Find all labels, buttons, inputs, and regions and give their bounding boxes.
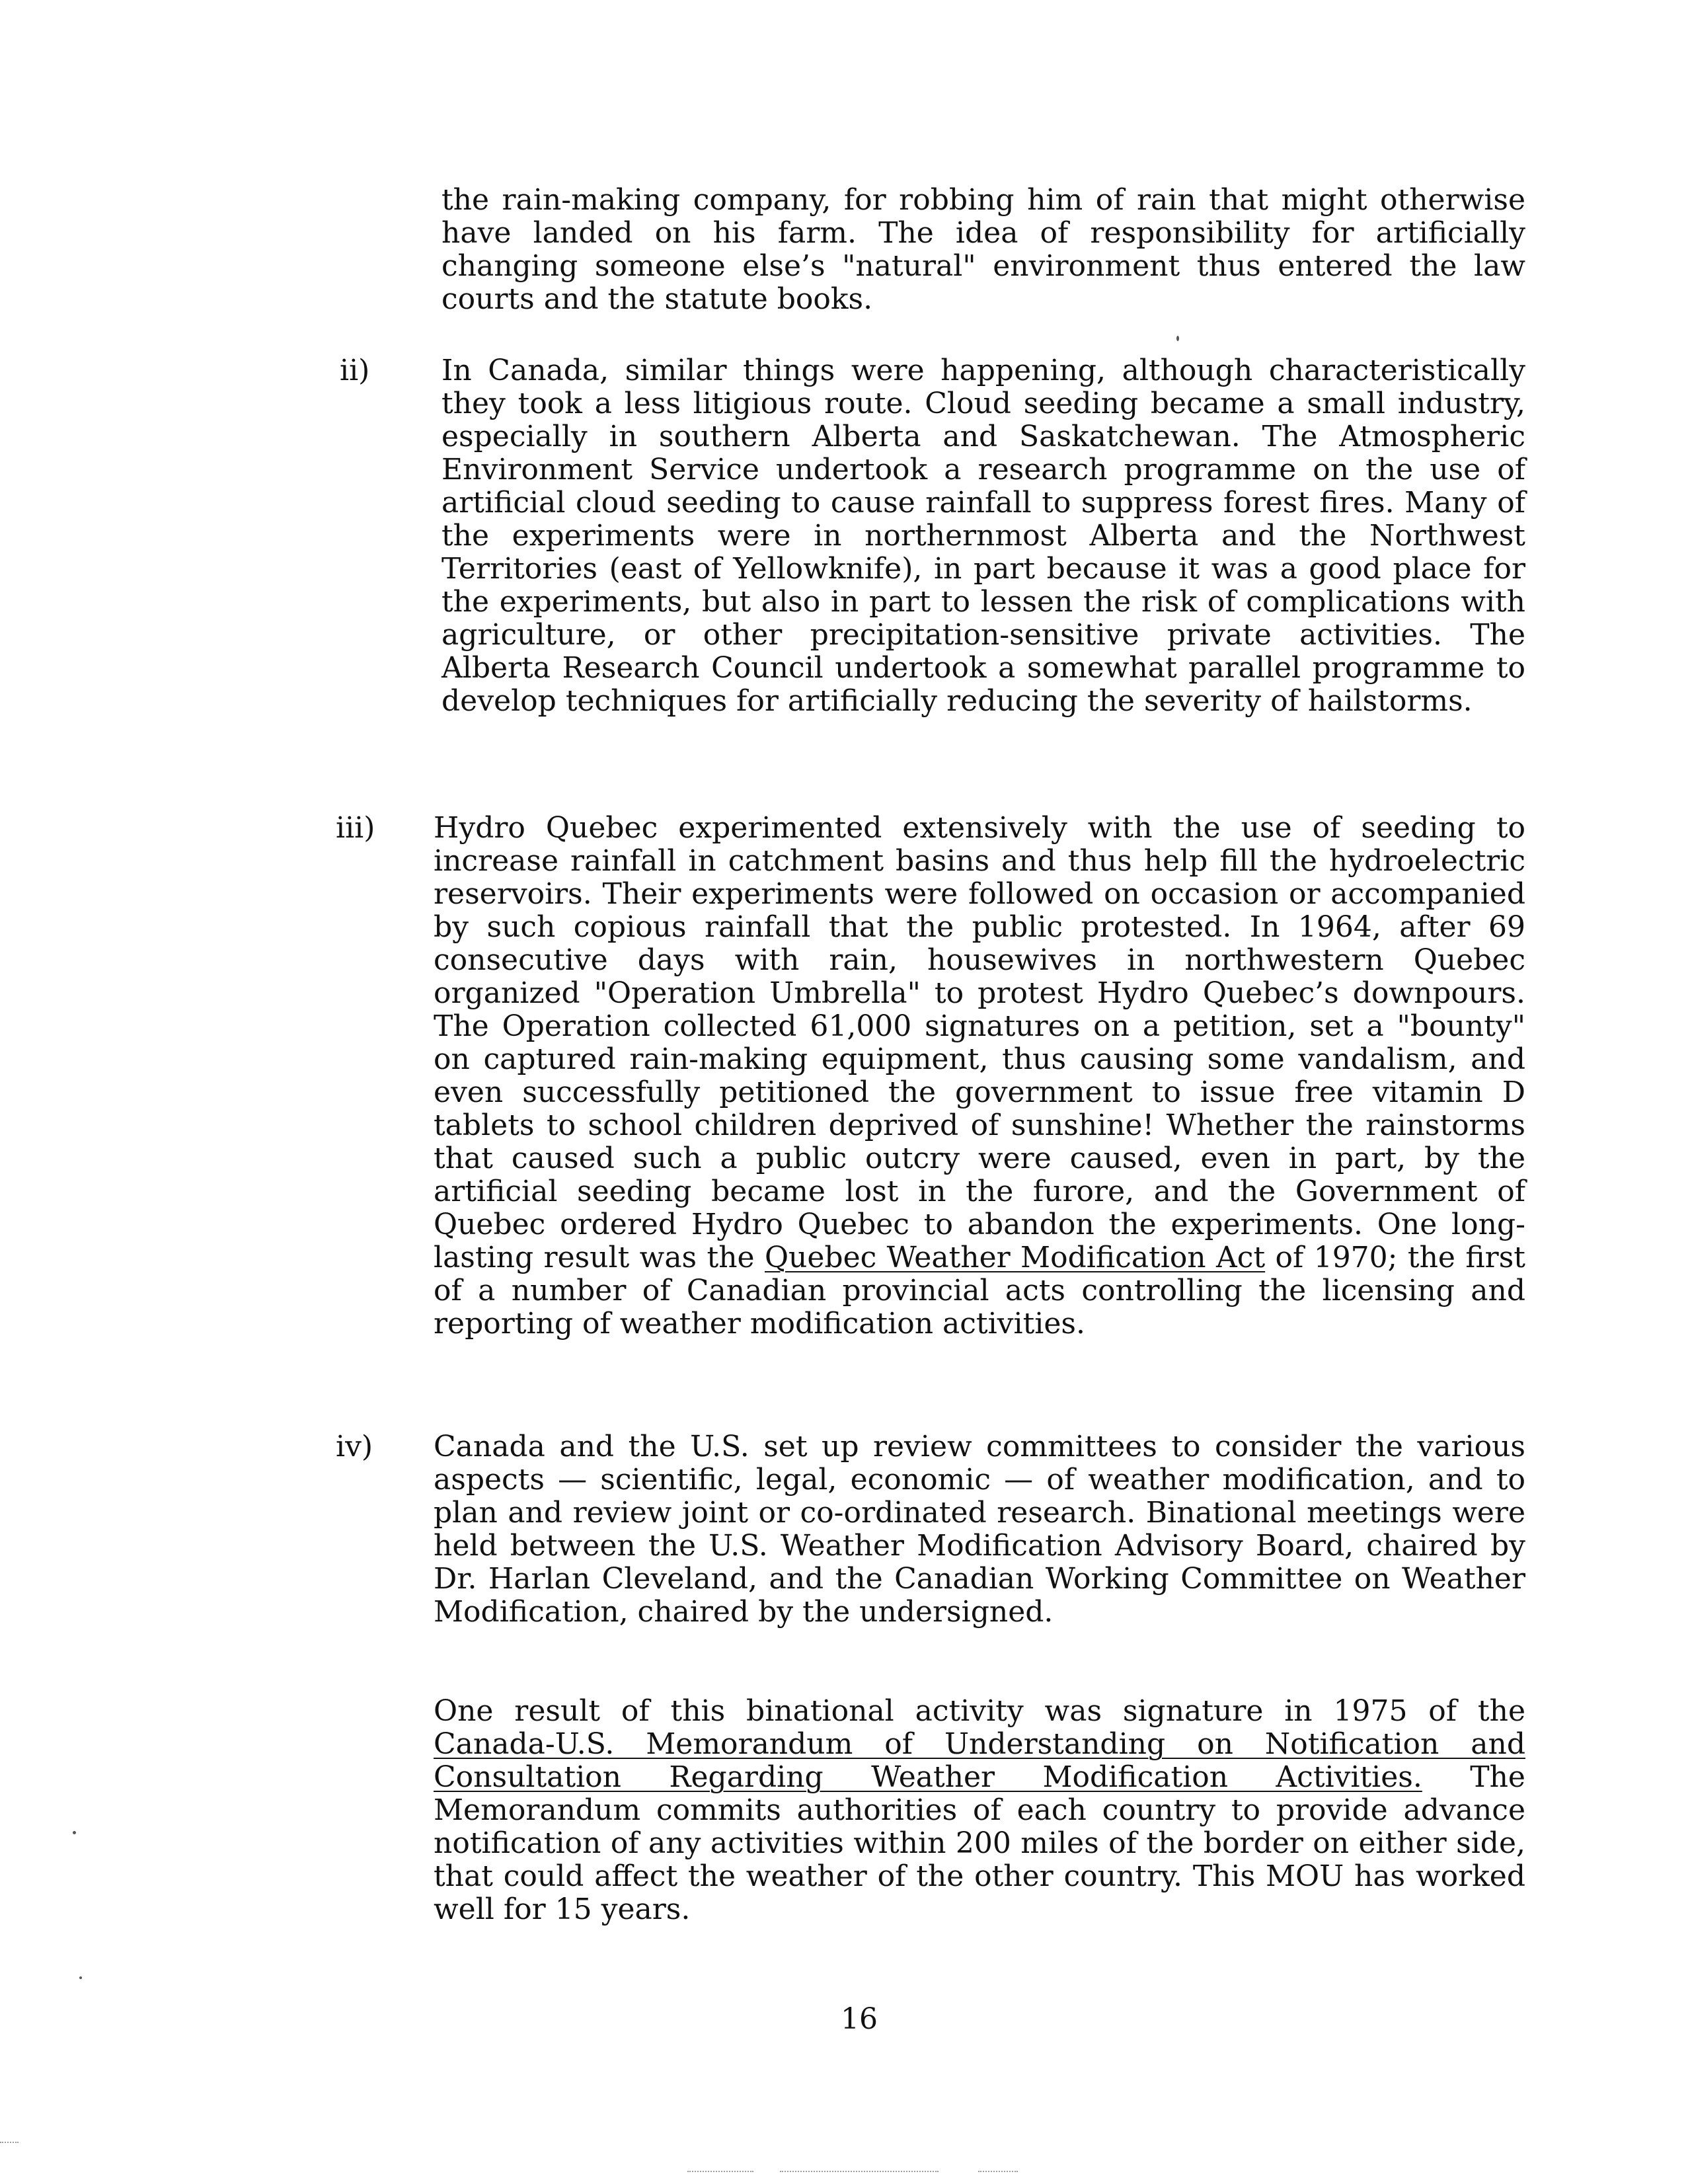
item-iii-text-before: Hydro Quebec experimented extensively with the use of seeding to increase rainfall in catchment basins and thus help fill the hydroelectric reservoirs. Their experiments were followed on occasion or accompanied by such copious rainfall that the public protested. In 1964, after 69 consecutive days with rain, housewives in northwestern Quebec organized "Operation Umbrella" to protest Hydro Quebec’s downpours. The Operation collected 61,000 signatures on a petition, set a "bounty" on captured rain-making equipment, thus causing some vandalism, and even successfully petitioned the government to issue free vitamin D tablets to school children deprived of sunshine! Whether the rainstorms that caused such a public outcry were caused, even in part, by the artificial seeding became lost in the furore, and the Government of Quebec ordered Hydro Quebec to abandon the experiments. One long-lasting result was the [434, 811, 1525, 1274]
item-marker-iv: iv) [336, 1430, 373, 1463]
closing-text [434, 1695, 1525, 1926]
closing-text-after: The Memorandum commits authorities of each country to provide advance notification of any activities within 200 miles of the border on either side, that could affect the weather of the other country. This MOU has worked well for 15 years. [434, 1760, 1525, 1926]
closing-paragraph [434, 1695, 1525, 1926]
scan-artifact-line [687, 2171, 753, 2172]
item-ii-paragraph [441, 354, 1525, 718]
continuation-paragraph [441, 184, 1525, 316]
quebec-act-title: Quebec Weather Modification Act [764, 1241, 1266, 1274]
item-marker-ii: ii) [340, 354, 370, 387]
item-iii-text-after: of 1970; the first of a number of Canadian provincial acts controlling the licensing and reporting of weather modification activities. [434, 1241, 1525, 1341]
scan-artifact-line [780, 2171, 939, 2172]
memorandum-title: Canada-U.S. Memorandum of Understanding on Notification and Consultation Regarding Weather Modification Activities. [434, 1727, 1525, 1794]
scan-speck [73, 1831, 76, 1834]
item-iv-paragraph [434, 1430, 1525, 1629]
scan-artifact-line [978, 2171, 1018, 2172]
item-marker-iii: iii) [336, 811, 375, 845]
item-ii-text: In Canada, similar things were happening, although characteristically they took a less litigious route. Cloud seeding became a small industry, especially in southern Alberta and Saskatchewan. The Atmospheric Environment Service undertook a research programme on the use of artificial cloud seeding to cause rainfall to suppress forest fires. Many of the experiments were in northernmost Alberta and the Northwest Territories (east of Yellowknife), in part because it was a good place for the experiments, but also in part to lessen the risk of complications with agriculture, or other precipitation-sensitive private activities. The Alberta Research Council undertook a somewhat parallel programme to develop techniques for artificially reducing the severity of hailstorms. [441, 354, 1525, 718]
page-number: 16 [841, 2002, 878, 2036]
continuation-text: the rain-making company, for robbing him of rain that might otherwise have landed on his farm. The idea of responsibility for artificially changing someone else’s "natural" environment thus entered the law courts and the statute books. [441, 183, 1525, 316]
closing-text-before: One result of this binational activity was signature in 1975 of the [434, 1694, 1525, 1728]
scan-artifact-line [0, 2142, 19, 2143]
item-iii-paragraph [434, 812, 1525, 1341]
scan-speck [1176, 336, 1179, 341]
scan-speck [79, 1976, 82, 1979]
item-iv-text: Canada and the U.S. set up review committees to consider the various aspects — scientific, legal, economic — of weather modification, and to plan and review joint or co-ordinated research. Binational meetings were held between the U.S. Weather Modification Advisory Board, chaired by Dr. Harlan Cleveland, and the Canadian Working Committee on Weather Modification, chaired by the undersigned. [434, 1430, 1525, 1629]
item-iii-text [434, 812, 1525, 1341]
